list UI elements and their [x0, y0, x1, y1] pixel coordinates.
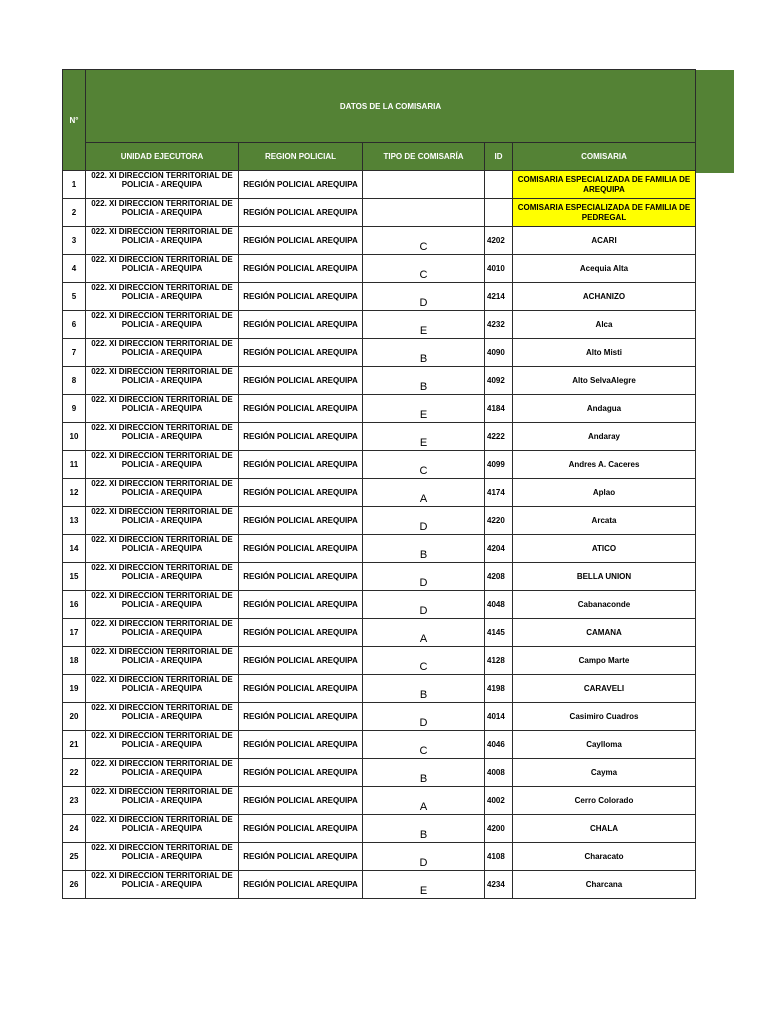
region-policial-cell: REGIÓN POLICIAL AREQUIPA	[239, 871, 363, 899]
table-row	[63, 395, 696, 423]
comisaria-cell: Andagua	[513, 395, 696, 423]
unidad-ejecutora-cell: 022. XI DIRECCION TERRITORIAL DE POLICIA - AREQUIPA	[86, 395, 239, 423]
tipo-comisaria-cell: E	[363, 423, 485, 451]
comisaria-cell: BELLA UNION	[513, 563, 696, 591]
comisaria-cell: Arcata	[513, 507, 696, 535]
row-number: 4	[63, 255, 86, 283]
region-policial-cell: REGIÓN POLICIAL AREQUIPA	[239, 199, 363, 227]
id-cell: 4145	[485, 619, 513, 647]
region-policial-cell: REGIÓN POLICIAL AREQUIPA	[239, 283, 363, 311]
unidad-ejecutora-cell: 022. XI DIRECCION TERRITORIAL DE POLICIA - AREQUIPA	[86, 703, 239, 731]
tipo-comisaria-cell: D	[363, 703, 485, 731]
unidad-ejecutora-cell: 022. XI DIRECCION TERRITORIAL DE POLICIA - AREQUIPA	[86, 199, 239, 227]
table-row	[63, 311, 696, 339]
tipo-comisaria-cell: A	[363, 479, 485, 507]
table-row	[63, 843, 696, 871]
region-policial-cell: REGIÓN POLICIAL AREQUIPA	[239, 759, 363, 787]
row-number: 7	[63, 339, 86, 367]
unidad-ejecutora-cell: 022. XI DIRECCION TERRITORIAL DE POLICIA - AREQUIPA	[86, 255, 239, 283]
row-number: 25	[63, 843, 86, 871]
row-number: 3	[63, 227, 86, 255]
id-cell: 4174	[485, 479, 513, 507]
id-cell: 4014	[485, 703, 513, 731]
id-cell: 4092	[485, 367, 513, 395]
row-number: 9	[63, 395, 86, 423]
row-number: 12	[63, 479, 86, 507]
unidad-ejecutora-cell: 022. XI DIRECCION TERRITORIAL DE POLICIA - AREQUIPA	[86, 423, 239, 451]
tipo-comisaria-cell: B	[363, 759, 485, 787]
region-policial-cell: REGIÓN POLICIAL AREQUIPA	[239, 535, 363, 563]
id-cell: 4214	[485, 283, 513, 311]
region-policial-cell: REGIÓN POLICIAL AREQUIPA	[239, 619, 363, 647]
region-policial-cell: REGIÓN POLICIAL AREQUIPA	[239, 479, 363, 507]
header-tipo-comisaria: TIPO DE COMISARÍA	[363, 143, 485, 171]
region-policial-cell: REGIÓN POLICIAL AREQUIPA	[239, 591, 363, 619]
header-unidad-ejecutora: UNIDAD EJECUTORA	[86, 143, 239, 171]
tipo-comisaria-cell: D	[363, 591, 485, 619]
unidad-ejecutora-cell: 022. XI DIRECCION TERRITORIAL DE POLICIA - AREQUIPA	[86, 591, 239, 619]
table-row	[63, 367, 696, 395]
tipo-comisaria-cell: B	[363, 815, 485, 843]
comisaria-cell: ACARI	[513, 227, 696, 255]
unidad-ejecutora-cell: 022. XI DIRECCION TERRITORIAL DE POLICIA - AREQUIPA	[86, 171, 239, 199]
table-row	[63, 563, 696, 591]
table-row	[63, 871, 696, 899]
region-policial-cell: REGIÓN POLICIAL AREQUIPA	[239, 647, 363, 675]
unidad-ejecutora-cell: 022. XI DIRECCION TERRITORIAL DE POLICIA - AREQUIPA	[86, 227, 239, 255]
tipo-comisaria-cell: C	[363, 227, 485, 255]
id-cell: 4002	[485, 787, 513, 815]
id-cell: 4202	[485, 227, 513, 255]
tipo-comisaria-cell: E	[363, 311, 485, 339]
unidad-ejecutora-cell: 022. XI DIRECCION TERRITORIAL DE POLICIA - AREQUIPA	[86, 339, 239, 367]
region-policial-cell: REGIÓN POLICIAL AREQUIPA	[239, 311, 363, 339]
table-row	[63, 731, 696, 759]
tipo-comisaria-cell: B	[363, 367, 485, 395]
comisaria-cell: ATICO	[513, 535, 696, 563]
table-row	[63, 451, 696, 479]
id-cell: 4010	[485, 255, 513, 283]
region-policial-cell: REGIÓN POLICIAL AREQUIPA	[239, 395, 363, 423]
unidad-ejecutora-cell: 022. XI DIRECCION TERRITORIAL DE POLICIA - AREQUIPA	[86, 815, 239, 843]
comisaria-cell: Aplao	[513, 479, 696, 507]
tipo-comisaria-cell: C	[363, 451, 485, 479]
tipo-comisaria-cell: B	[363, 535, 485, 563]
unidad-ejecutora-cell: 022. XI DIRECCION TERRITORIAL DE POLICIA - AREQUIPA	[86, 311, 239, 339]
id-cell: 4222	[485, 423, 513, 451]
id-cell: 4048	[485, 591, 513, 619]
region-policial-cell: REGIÓN POLICIAL AREQUIPA	[239, 255, 363, 283]
unidad-ejecutora-cell: 022. XI DIRECCION TERRITORIAL DE POLICIA - AREQUIPA	[86, 675, 239, 703]
id-cell: 4108	[485, 843, 513, 871]
unidad-ejecutora-cell: 022. XI DIRECCION TERRITORIAL DE POLICIA - AREQUIPA	[86, 619, 239, 647]
unidad-ejecutora-cell: 022. XI DIRECCION TERRITORIAL DE POLICIA - AREQUIPA	[86, 367, 239, 395]
unidad-ejecutora-cell: 022. XI DIRECCION TERRITORIAL DE POLICIA - AREQUIPA	[86, 479, 239, 507]
comisaria-cell: Cerro Colorado	[513, 787, 696, 815]
tipo-comisaria-cell: D	[363, 507, 485, 535]
comisaria-cell: COMISARIA ESPECIALIZADA DE FAMILIA DE PEDREGAL	[513, 199, 696, 227]
comisaria-cell: Campo Marte	[513, 647, 696, 675]
comisaria-cell: Acequia Alta	[513, 255, 696, 283]
unidad-ejecutora-cell: 022. XI DIRECCION TERRITORIAL DE POLICIA - AREQUIPA	[86, 871, 239, 899]
table-row	[63, 703, 696, 731]
comisaria-cell: Casimiro Cuadros	[513, 703, 696, 731]
region-policial-cell: REGIÓN POLICIAL AREQUIPA	[239, 675, 363, 703]
row-number: 20	[63, 703, 86, 731]
row-number: 16	[63, 591, 86, 619]
row-number: 24	[63, 815, 86, 843]
table-row	[63, 171, 696, 199]
id-cell: 4234	[485, 871, 513, 899]
tipo-comisaria-cell: E	[363, 395, 485, 423]
row-number: 14	[63, 535, 86, 563]
comisaria-cell: COMISARIA ESPECIALIZADA DE FAMILIA DE AREQUIPA	[513, 171, 696, 199]
row-number: 8	[63, 367, 86, 395]
region-policial-cell: REGIÓN POLICIAL AREQUIPA	[239, 787, 363, 815]
unidad-ejecutora-cell: 022. XI DIRECCION TERRITORIAL DE POLICIA - AREQUIPA	[86, 759, 239, 787]
region-policial-cell: REGIÓN POLICIAL AREQUIPA	[239, 703, 363, 731]
row-number: 6	[63, 311, 86, 339]
region-policial-cell: REGIÓN POLICIAL AREQUIPA	[239, 507, 363, 535]
region-policial-cell: REGIÓN POLICIAL AREQUIPA	[239, 367, 363, 395]
id-cell	[485, 171, 513, 199]
comisaria-cell: Andres A. Caceres	[513, 451, 696, 479]
tipo-comisaria-cell: D	[363, 563, 485, 591]
table-body	[63, 171, 696, 899]
table-row	[63, 479, 696, 507]
table-row	[63, 759, 696, 787]
region-policial-cell: REGIÓN POLICIAL AREQUIPA	[239, 171, 363, 199]
id-cell: 4198	[485, 675, 513, 703]
comisaria-cell: ACHANIZO	[513, 283, 696, 311]
comisaria-cell: Characato	[513, 843, 696, 871]
row-number: 17	[63, 619, 86, 647]
id-cell	[485, 199, 513, 227]
id-cell: 4232	[485, 311, 513, 339]
unidad-ejecutora-cell: 022. XI DIRECCION TERRITORIAL DE POLICIA - AREQUIPA	[86, 787, 239, 815]
comisaria-cell: Andaray	[513, 423, 696, 451]
row-number: 11	[63, 451, 86, 479]
unidad-ejecutora-cell: 022. XI DIRECCION TERRITORIAL DE POLICIA - AREQUIPA	[86, 647, 239, 675]
tipo-comisaria-cell: B	[363, 675, 485, 703]
row-number: 10	[63, 423, 86, 451]
comisaria-cell: CHALA	[513, 815, 696, 843]
region-policial-cell: REGIÓN POLICIAL AREQUIPA	[239, 731, 363, 759]
id-cell: 4208	[485, 563, 513, 591]
header-group-datos: DATOS DE LA COMISARIA	[86, 70, 696, 143]
row-number: 23	[63, 787, 86, 815]
id-cell: 4128	[485, 647, 513, 675]
unidad-ejecutora-cell: 022. XI DIRECCION TERRITORIAL DE POLICIA - AREQUIPA	[86, 535, 239, 563]
id-cell: 4046	[485, 731, 513, 759]
table-row	[63, 423, 696, 451]
table-row	[63, 507, 696, 535]
tipo-comisaria-cell: C	[363, 647, 485, 675]
id-cell: 4090	[485, 339, 513, 367]
header-comisaria: COMISARIA	[513, 143, 696, 171]
comisaria-cell: Alto Misti	[513, 339, 696, 367]
unidad-ejecutora-cell: 022. XI DIRECCION TERRITORIAL DE POLICIA - AREQUIPA	[86, 283, 239, 311]
comisaria-cell: Alto SelvaAlegre	[513, 367, 696, 395]
region-policial-cell: REGIÓN POLICIAL AREQUIPA	[239, 227, 363, 255]
unidad-ejecutora-cell: 022. XI DIRECCION TERRITORIAL DE POLICIA - AREQUIPA	[86, 843, 239, 871]
row-number: 15	[63, 563, 86, 591]
table-row	[63, 227, 696, 255]
row-number: 18	[63, 647, 86, 675]
id-cell: 4184	[485, 395, 513, 423]
table-row	[63, 199, 696, 227]
row-number: 19	[63, 675, 86, 703]
tipo-comisaria-cell: E	[363, 871, 485, 899]
tipo-comisaria-cell: C	[363, 731, 485, 759]
tipo-comisaria-cell: C	[363, 255, 485, 283]
row-number: 2	[63, 199, 86, 227]
tipo-comisaria-cell: B	[363, 339, 485, 367]
id-cell: 4204	[485, 535, 513, 563]
id-cell: 4220	[485, 507, 513, 535]
tipo-comisaria-cell	[363, 199, 485, 227]
id-cell: 4200	[485, 815, 513, 843]
tipo-comisaria-cell	[363, 171, 485, 199]
comisaria-cell: CARAVELI	[513, 675, 696, 703]
row-number: 5	[63, 283, 86, 311]
table-row	[63, 591, 696, 619]
table-row	[63, 283, 696, 311]
tipo-comisaria-cell: D	[363, 843, 485, 871]
tipo-comisaria-cell: A	[363, 619, 485, 647]
comisaria-cell: Caylloma	[513, 731, 696, 759]
unidad-ejecutora-cell: 022. XI DIRECCION TERRITORIAL DE POLICIA - AREQUIPA	[86, 731, 239, 759]
header-id: ID	[485, 143, 513, 171]
table-row	[63, 255, 696, 283]
unidad-ejecutora-cell: 022. XI DIRECCION TERRITORIAL DE POLICIA - AREQUIPA	[86, 507, 239, 535]
row-number: 1	[63, 171, 86, 199]
region-policial-cell: REGIÓN POLICIAL AREQUIPA	[239, 451, 363, 479]
comisaria-cell: Charcana	[513, 871, 696, 899]
region-policial-cell: REGIÓN POLICIAL AREQUIPA	[239, 423, 363, 451]
table-row	[63, 535, 696, 563]
table-row	[63, 339, 696, 367]
row-number: 26	[63, 871, 86, 899]
row-number: 22	[63, 759, 86, 787]
table-row	[63, 675, 696, 703]
region-policial-cell: REGIÓN POLICIAL AREQUIPA	[239, 843, 363, 871]
tipo-comisaria-cell: A	[363, 787, 485, 815]
id-cell: 4008	[485, 759, 513, 787]
row-number: 21	[63, 731, 86, 759]
region-policial-cell: REGIÓN POLICIAL AREQUIPA	[239, 815, 363, 843]
table-row	[63, 815, 696, 843]
region-policial-cell: REGIÓN POLICIAL AREQUIPA	[239, 339, 363, 367]
unidad-ejecutora-cell: 022. XI DIRECCION TERRITORIAL DE POLICIA - AREQUIPA	[86, 563, 239, 591]
header-green-extension	[695, 70, 734, 173]
header-region-policial: REGION POLICIAL	[239, 143, 363, 171]
comisaria-cell: Cabanaconde	[513, 591, 696, 619]
table-row	[63, 647, 696, 675]
region-policial-cell: REGIÓN POLICIAL AREQUIPA	[239, 563, 363, 591]
comisaria-cell: CAMANA	[513, 619, 696, 647]
table-row	[63, 787, 696, 815]
unidad-ejecutora-cell: 022. XI DIRECCION TERRITORIAL DE POLICIA - AREQUIPA	[86, 451, 239, 479]
row-number: 13	[63, 507, 86, 535]
tipo-comisaria-cell: D	[363, 283, 485, 311]
comisaria-cell: Alca	[513, 311, 696, 339]
comisaria-cell: Cayma	[513, 759, 696, 787]
comisarias-table	[62, 69, 696, 899]
header-no: N°	[63, 70, 86, 171]
id-cell: 4099	[485, 451, 513, 479]
table-row	[63, 619, 696, 647]
